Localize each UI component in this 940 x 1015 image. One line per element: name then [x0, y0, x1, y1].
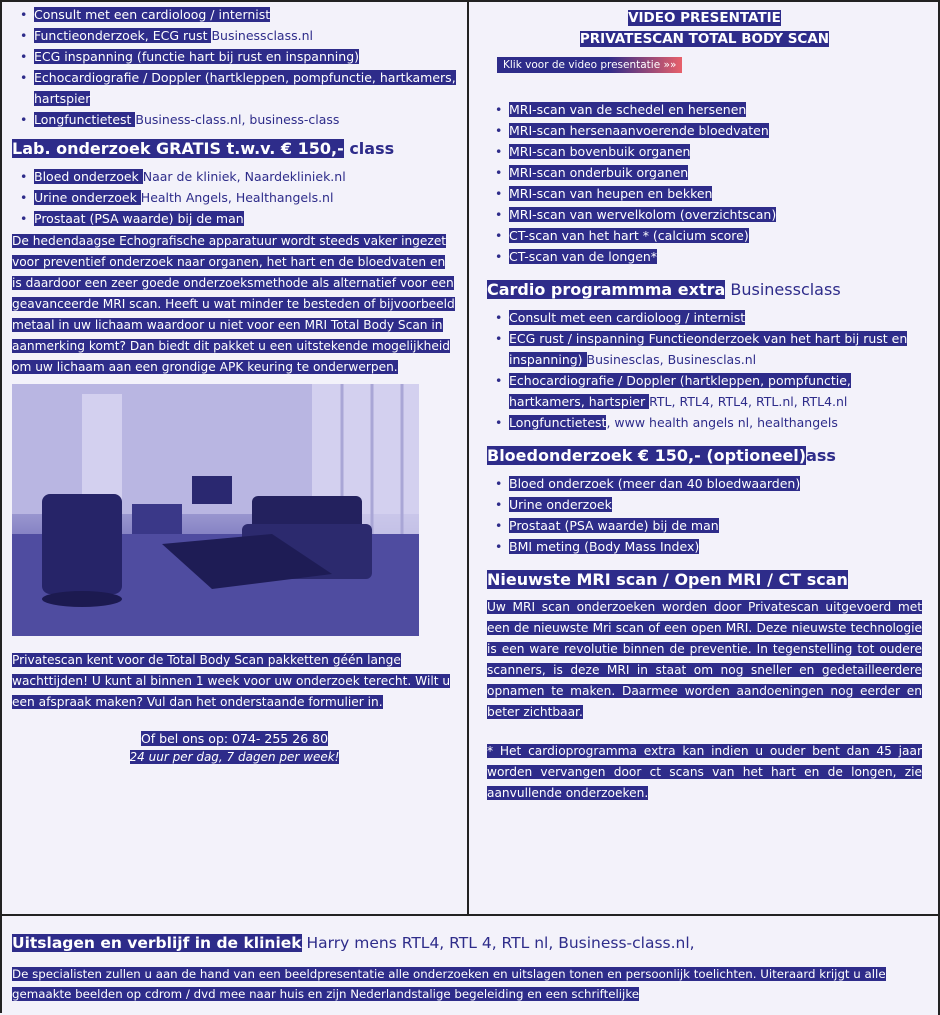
list-item-keywords: Naar de kliniek, Naardekliniek.nl	[142, 169, 346, 184]
list-item-text: MRI-scan van wervelkolom (overzichtscan)	[509, 207, 777, 222]
list-item-keywords: Businesclas, Businesclas.nl	[586, 352, 757, 367]
list-item-text: Consult met een cardioloog / internist	[509, 310, 746, 325]
left-column	[12, 2, 457, 767]
list-item	[12, 4, 457, 25]
list-item-text: Prostaat (PSA waarde) bij de man	[509, 518, 719, 533]
list-item-text: MRI-scan van heupen en bekken	[509, 186, 713, 201]
bottom-paragraph: De specialisten zullen u aan de hand van een beeldpresentatie alle onderzoeken en uitslagen tonen en persoonlijk toelichten. Uiteraard krijgt u alle gemaakte beelden op cdrom / dvd mee naar huis en zijn Nederlandstalige begeleiding en een schriftelijke	[12, 967, 886, 1001]
right-column	[487, 2, 922, 804]
list-item-keywords: RTL, RTL4, RTL4, RTL.nl, RTL4.nl	[649, 394, 848, 409]
list-item	[487, 515, 922, 536]
list-item	[12, 166, 457, 187]
list-item	[12, 109, 457, 130]
list-item	[487, 494, 922, 515]
list-item-text: ECG inspanning (functie hart bij rust en inspanning)	[34, 49, 360, 64]
list-item	[12, 25, 457, 46]
list-item-text: MRI-scan onderbuik organen	[509, 165, 689, 180]
footnote-paragraph: * Het cardioprogramma extra kan indien u ouder bent dan 45 jaar worden vervangen door ct scans van het hart en de longen, zie aanvullende onderzoeken.	[487, 744, 922, 800]
list-item-text: Bloed onderzoek (meer dan 40 bloedwaarden)	[509, 476, 801, 491]
list-item-text: MRI-scan hersenaanvoerende bloedvaten	[509, 123, 769, 138]
list-item	[487, 412, 922, 433]
blood-section-title: Bloedonderzoek € 150,- (optioneel)ass	[487, 446, 836, 465]
echo-paragraph: De hedendaagse Echografische apparatuur wordt steeds vaker ingezet voor preventief onderzoek naar organen, het hart en de bloedvaten en is daardoor een zeer goede onderzoeksmethode als alternatief voor een geavanceerde MRI scan. Heeft u wat minder te besteden of bijvoorbeeld metaal in uw lichaam waardoor u niet voor een MRI Total Body Scan in aanmerking komt? Dan biedt dit pakket u een uitstekende mogelijkheid om uw lichaam aan een grondige APK keuring te onderwerpen.	[12, 234, 455, 374]
list-item-text: Longfunctietest	[509, 415, 607, 430]
list-item	[487, 162, 922, 183]
list-item-text: Urine onderzoek	[509, 497, 612, 512]
phone-line[interactable]: Of bel ons op: 074- 255 26 80	[140, 731, 329, 746]
hours-line: 24 uur per dag, 7 dagen per week!	[129, 750, 340, 764]
list-item	[487, 141, 922, 162]
list-item-keywords: , www health angels nl, healthangels	[606, 415, 838, 430]
list-item-text: Prostaat (PSA waarde) bij de man	[34, 211, 244, 226]
list-item-text: MRI-scan van de schedel en hersenen	[509, 102, 747, 117]
bottom-section-title: Uitslagen en verblijf in de kliniek Harry mens RTL4, RTL 4, RTL nl, Business-class.nl,	[12, 934, 695, 952]
clinic-room-illustration	[12, 384, 419, 636]
mri-section-title: Nieuwste MRI scan / Open MRI / CT scan	[487, 570, 848, 589]
bottom-section	[12, 932, 927, 1004]
list-item-text: CT-scan van de longen*	[509, 249, 658, 264]
list-item-keywords: Health Angels, Healthangels.nl	[140, 190, 334, 205]
lab-test-list	[12, 166, 457, 229]
list-item-text: Functieonderzoek, ECG rust	[34, 28, 212, 43]
column-divider	[467, 2, 469, 914]
clinic-room-photo	[12, 384, 419, 636]
list-item	[487, 536, 922, 557]
list-item	[12, 46, 457, 67]
list-item-text: ECG rust / inspanning Functieonderzoek van het hart bij rust en inspanning)	[509, 331, 908, 367]
list-item-keywords: Business-class.nl, business-class	[135, 112, 340, 127]
scan-list	[487, 99, 922, 267]
contact-block	[12, 729, 457, 767]
list-item	[487, 99, 922, 120]
list-item-text: Longfunctietest	[34, 112, 136, 127]
video-title: VIDEO PRESENTATIE PRIVATESCAN TOTAL BODY SCAN	[579, 10, 830, 47]
list-item	[487, 370, 922, 412]
list-item	[487, 120, 922, 141]
list-item	[487, 183, 922, 204]
lab-section-title: Lab. onderzoek GRATIS t.w.v. € 150,- class	[12, 139, 395, 158]
list-item	[487, 225, 922, 246]
list-item	[12, 187, 457, 208]
list-item-text: Bloed onderzoek	[34, 169, 143, 184]
list-item	[487, 473, 922, 494]
list-item	[487, 328, 922, 370]
list-item	[487, 307, 922, 328]
list-item-text: Consult met een cardioloog / internist	[34, 7, 271, 22]
list-item	[487, 204, 922, 225]
video-presentation-button[interactable]: Klik voor de video presentatie »»	[497, 57, 682, 73]
booking-paragraph: Privatescan kent voor de Total Body Scan pakketten géén lange wachttijden! U kunt al binnen 1 week voor uw onderzoek terecht. Wilt u een afspraak maken? Vul dan het onderstaande formulier in.	[12, 653, 451, 709]
list-item-text: Urine onderzoek	[34, 190, 141, 205]
list-item-text: MRI-scan bovenbuik organen	[509, 144, 691, 159]
cardio-extra-list	[487, 307, 922, 433]
blood-test-list	[487, 473, 922, 557]
cardio-section-title: Cardio programmma extra Businessclass	[487, 280, 841, 299]
list-item-keywords: Businessclass.nl	[211, 28, 313, 43]
list-item	[12, 208, 457, 229]
list-item-text: BMI meting (Body Mass Index)	[509, 539, 700, 554]
list-item-text: Echocardiografie / Doppler (hartkleppen, pompfunctie, hartkamers, hartspier	[34, 70, 456, 106]
list-item	[487, 246, 922, 267]
list-item-text: Echocardiografie / Doppler (hartkleppen, pompfunctie, hartkamers, hartspier	[509, 373, 851, 409]
section-rule	[2, 914, 940, 916]
cardio-checkup-list	[12, 4, 457, 130]
list-item	[12, 67, 457, 109]
mri-paragraph: Uw MRI scan onderzoeken worden door Privatescan uitgevoerd met een de nieuwste Mri scan of een open MRI. Deze nieuwste technologie is een ware revolutie binnen de preventie. In tegenstelling tot oudere scanners, is deze MRI in staat om nog sneller en gedetailleerdere opnamen te maken. Daarmee worden aandoeningen nog eerder en beter zichtbaar.	[487, 600, 922, 719]
list-item-text: CT-scan van het hart * (calcium score)	[509, 228, 749, 243]
